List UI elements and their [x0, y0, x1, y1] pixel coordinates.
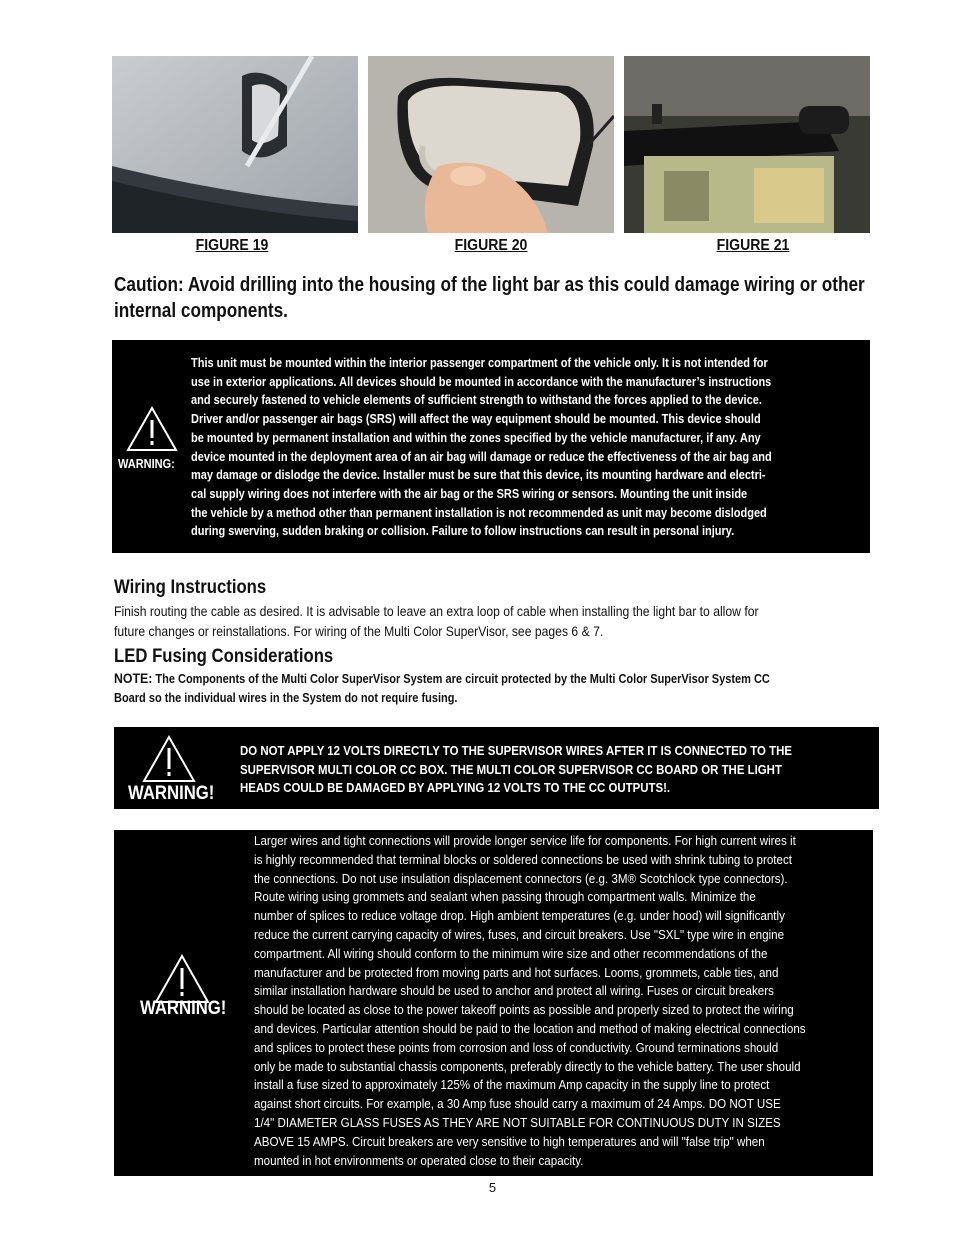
- warning-box-wiring: [114, 830, 873, 1176]
- fusing-note: NOTE: The Components of the Multi Color SuperVisor System are circuit protected by the Multi Color SuperVisor System CC Board so the individual wires in the System do not require fusing.: [114, 670, 770, 705]
- figure-21-photo: [624, 56, 870, 233]
- figure-20-caption: FIGURE 20: [454, 237, 528, 254]
- warning-12v-text: DO NOT APPLY 12 VOLTS DIRECTLY TO THE SUPERVISOR WIRES AFTER IT IS CONNECTED TO THE SUPERVISOR MULTI COLOR CC BOX. THE MULTI COLOR SUPERVISOR CC BOARD OR THE LIGHT HEADS COULD BE DAMAGED BY APPLYING 12 VOLTS TO THE CC OUTPUTS!.: [240, 743, 792, 795]
- warning-triangle-icon: [154, 954, 210, 1004]
- warning-label: WARNING!: [128, 783, 215, 804]
- figure-20-photo: [368, 56, 614, 233]
- figure-19-photo: [112, 56, 358, 233]
- figure-21-caption: FIGURE 21: [716, 237, 790, 254]
- warning-label: WARNING!: [140, 998, 227, 1019]
- wiring-heading: Wiring Instructions: [114, 577, 267, 598]
- wiring-text: Finish routing the cable as desired. It is advisable to leave an extra loop of cable when installing the light bar to allow for future changes or reinstallations. For wiring of the Multi Color SuperVisor, see pages 6 & 7.: [114, 603, 759, 639]
- warning-triangle-icon: [142, 735, 196, 783]
- caution-text: Caution: Avoid drilling into the housing of the light bar as this could damage wiring or other internal components.: [114, 274, 865, 322]
- page-number: 5: [488, 1180, 497, 1195]
- warning-label: WARNING:: [118, 457, 175, 471]
- figure-19-caption: FIGURE 19: [195, 237, 269, 254]
- fusing-heading: LED Fusing Considerations: [114, 646, 334, 667]
- warning-box-12v: [114, 727, 879, 809]
- warning-airbag-text: This unit must be mounted within the interior passenger compartment of the vehicle only. It is not intended for use in exterior applications. All devices should be mounted in accordance with the manufacturer’s instructions and securely fastened to vehicle elements of sufficient strength to withstand the forces applied to the device. Driver and/or passenger air bags (SRS) will affect the way equipment should be mounted. This device should be mounted by permanent installation and within the zones specified by the vehicle manufacturer, if any. Any device mounted in the deployment area of an air bag will damage or reduce the effectiveness of the air bag and may damage or dislodge the device. Installer must be sure that this device, its mounting hardware and electri- cal supply wiring does not interfere with the air bag or the SRS wiring or sensors. Mounting the unit inside the vehicle by a method other than permanent installation is not recommended as unit may become dislodged during swerving, sudden braking or collision. Failure to follow instructions can result in personal injury.: [191, 356, 772, 539]
- warning-triangle-icon: [126, 406, 178, 452]
- warning-box-airbag: [112, 340, 870, 553]
- warning-wiring-text: Larger wires and tight connections will provide longer service life for components. For high current wires it is highly recommended that terminal blocks or soldered connections be used with shrink tubing to protect the connections. Do not use insulation displacement connectors (e.g. 3M® Scotchlock type connectors). Route wiring using grommets and sealant when passing through compartment walls. Minimize the number of splices to reduce voltage drop. High ambient temperatures (e.g. under hood) will significantly reduce the current carrying capacity of wires, fuses, and circuit breakers. Use "SXL" type wire in engine compartment. All wiring should conform to the minimum wire size and other recommendations of the manufacturer and be protected from moving parts and hot surfaces. Looms, grommets, cable ties, and similar installation hardware should be used to anchor and protect all wiring. Fuses or circuit breakers should be located as close to the power takeoff points as possible and properly sized to protect the wiring and devices. Particular attention should be paid to the location and method of making electrical connections and splices to protect these points from corrosion and loss of conductivity. Ground terminations should only be made to substantial chassis components, preferably directly to the vehicle battery. The user should install a fuse sized to approximately 125% of the maximum Amp capacity in the supply line to protect against short circuits. For example, a 30 Amp fuse should carry a maximum of 24 Amps. DO NOT USE 1/4" DIAMETER GLASS FUSES AS THEY ARE NOT SUITABLE FOR CONTINUOUS DUTY IN SIZES ABOVE 15 AMPS. Circuit breakers are very sensitive to high temperatures and will "false trip" when mounted in hot environments or operated close to their capacity.: [254, 833, 806, 1168]
